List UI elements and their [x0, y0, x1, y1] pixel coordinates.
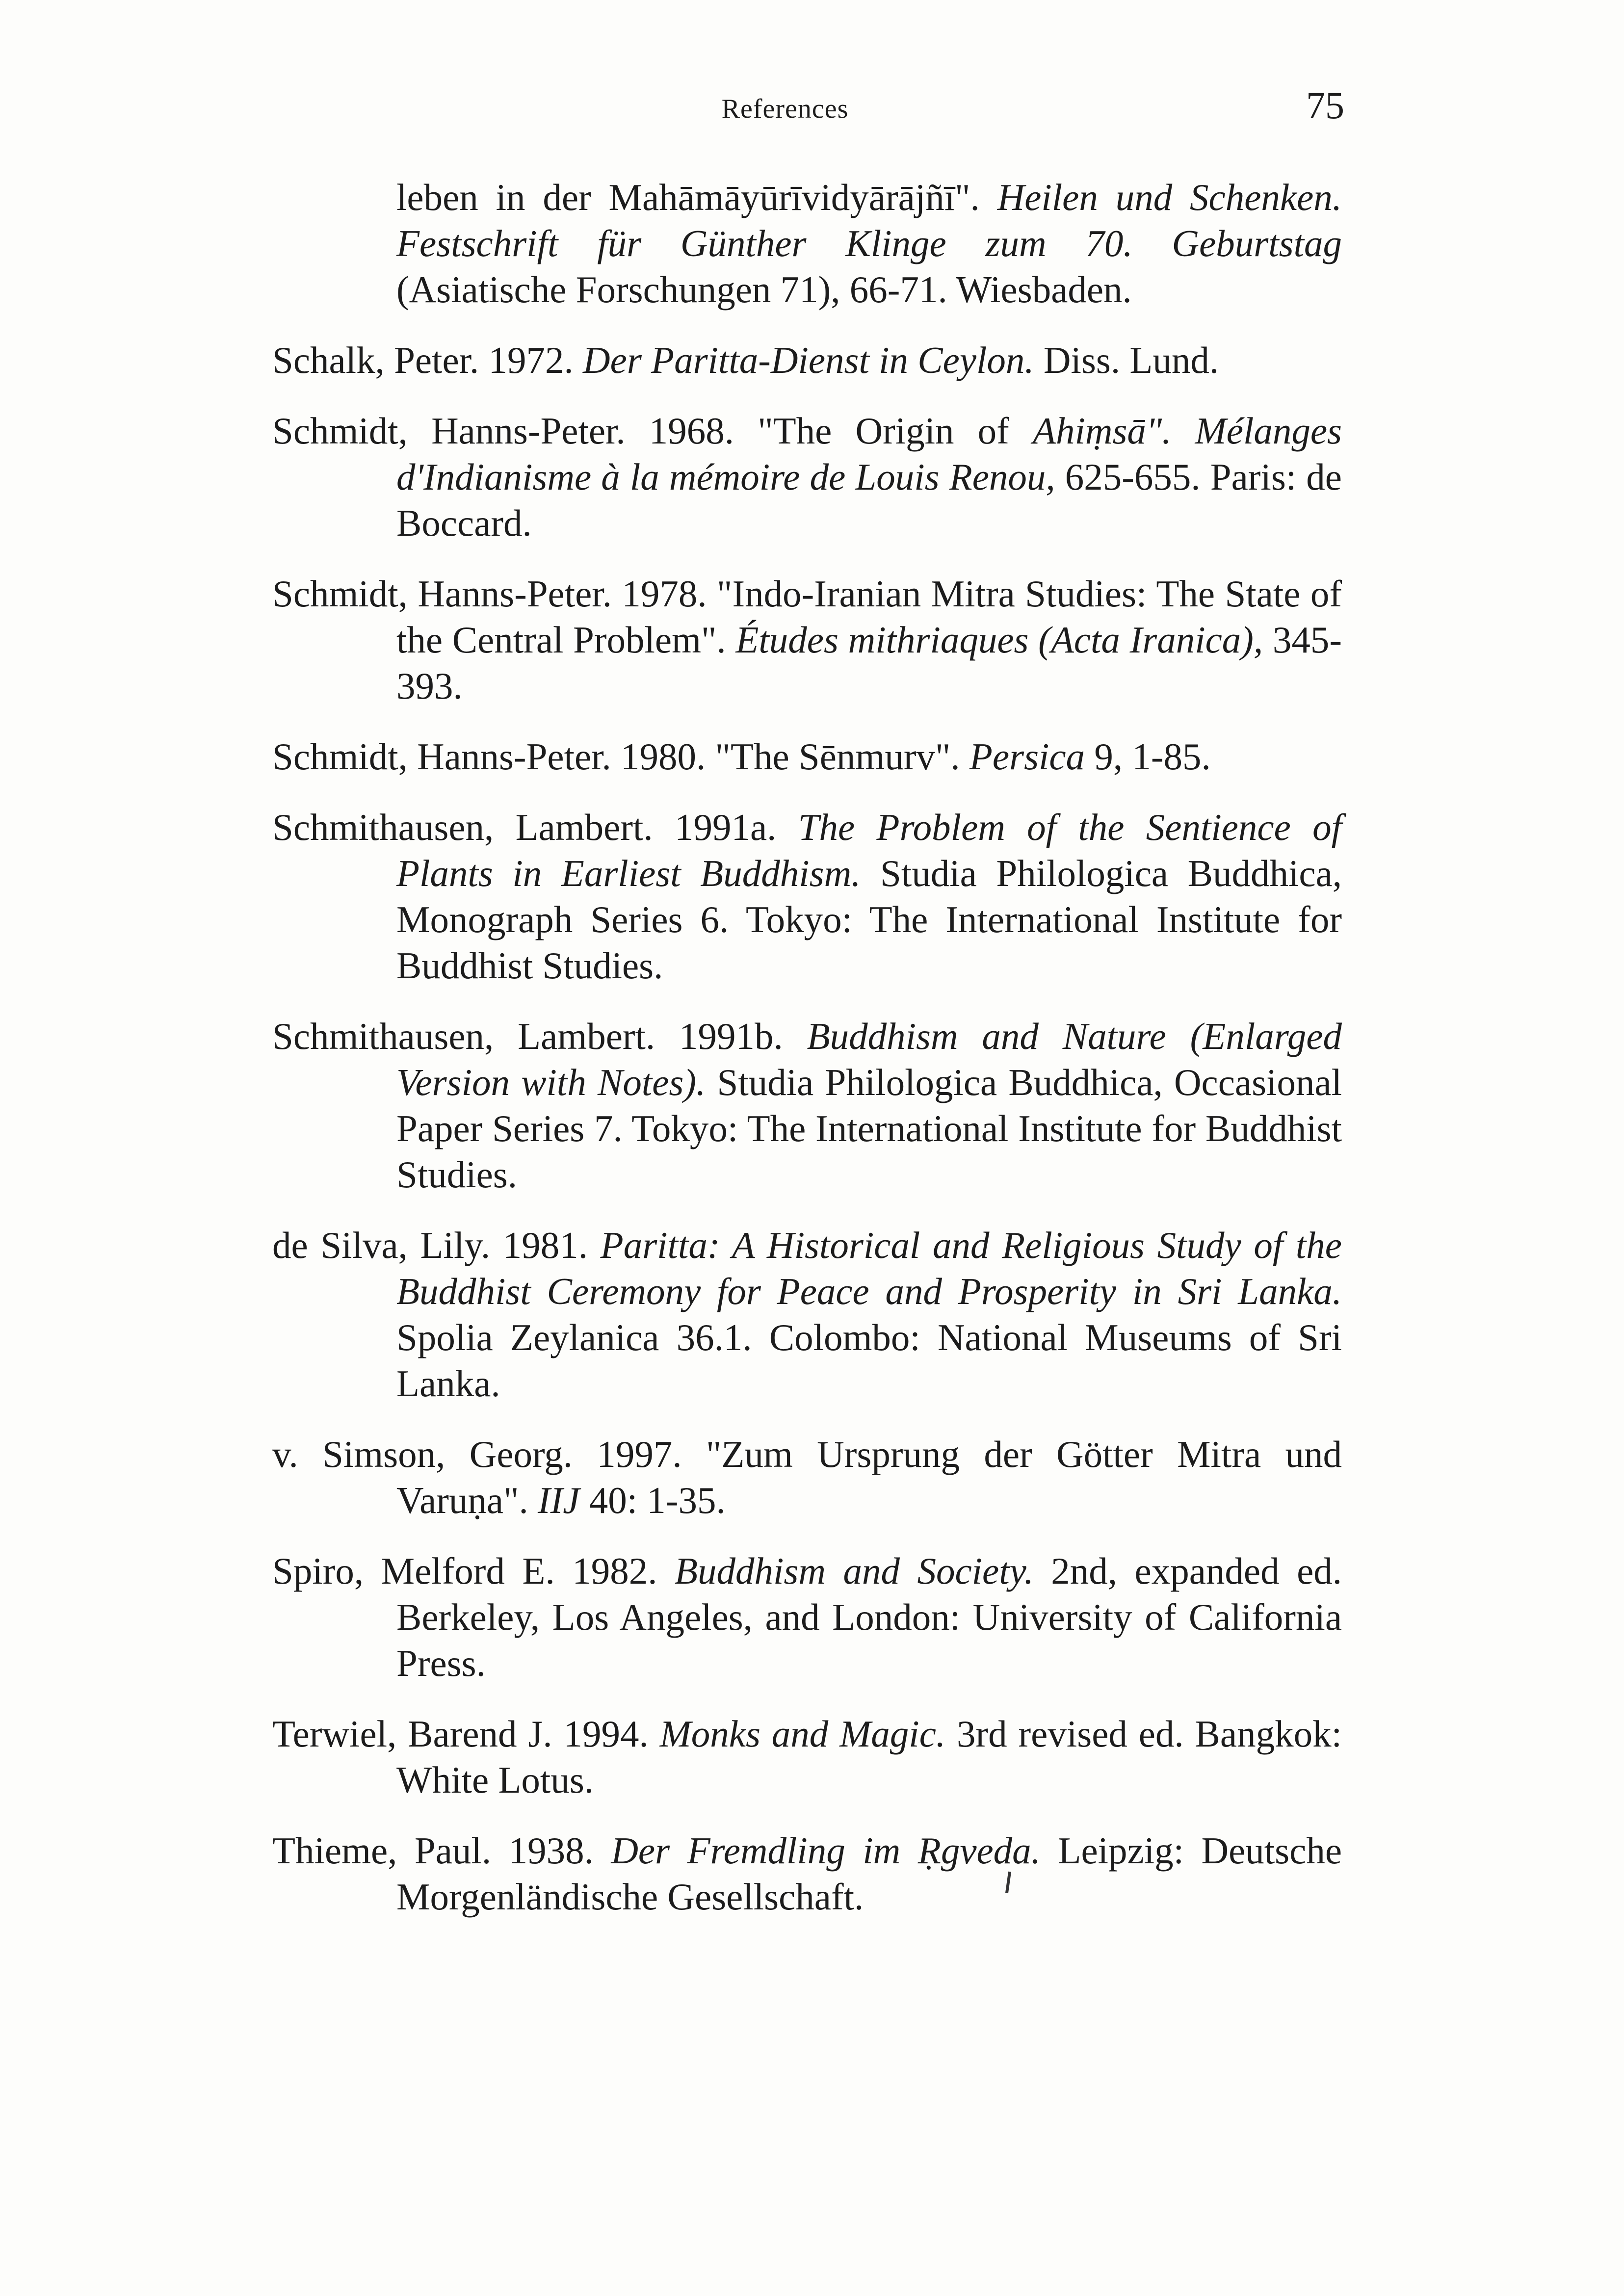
reference-title-italic: Monks and Magic.	[659, 1713, 946, 1755]
reference-text: de Silva, Lily. 1981.	[272, 1224, 601, 1266]
reference-entry	[272, 571, 1342, 709]
reference-text: 345-393.	[396, 619, 1342, 707]
reference-text: 40: 1-35.	[579, 1479, 726, 1521]
reference-text: Spiro, Melford E. 1982.	[272, 1550, 675, 1592]
reference-text: Schmidt, Hanns-Peter. 1968. "The Origin of	[272, 410, 1033, 452]
reference-title-italic: Buddhism and Society.	[674, 1550, 1034, 1592]
reference-title-italic: Ahiṃsā". Mélanges d'Indianisme à la mémoire de Louis Renou,	[396, 410, 1342, 498]
reference-entry	[272, 804, 1342, 989]
page-number: 75	[1306, 84, 1344, 127]
reference-title-italic: Der Paritta-Dienst in Ceylon.	[583, 339, 1034, 381]
reference-title-italic: Heilen und Schenken. Festschrift für Günther Klinge zum 70. Geburtstag	[396, 176, 1342, 264]
reference-text: Studia Philologica Buddhica, Occasional Paper Series 7. Tokyo: The International Institute for Buddhist Studies.	[396, 1061, 1342, 1196]
reference-entry	[272, 1827, 1342, 1920]
reference-list	[272, 174, 1342, 1944]
reference-title-italic: Buddhism and Nature (Enlarged Version with Notes).	[396, 1015, 1342, 1103]
reference-text: Terwiel, Barend J. 1994.	[272, 1713, 660, 1755]
reference-text: Thieme, Paul. 1938.	[272, 1829, 611, 1872]
reference-title-italic: Persica	[969, 735, 1085, 778]
reference-text: Schmidt, Hanns-Peter. 1978. "Indo-Iranian Mitra Studies: The State of the Central Problem".	[272, 573, 1342, 661]
reference-title-italic: The Problem of the Sentience of Plants in Earliest Buddhism.	[396, 806, 1342, 894]
reference-text: Schmithausen, Lambert. 1991b.	[272, 1015, 807, 1057]
reference-title-italic: Études mithriaques (Acta Iranica),	[735, 619, 1263, 661]
reference-text: Leipzig: Deutsche Morgenländische Gesellschaft.	[396, 1829, 1342, 1918]
reference-entry	[272, 1548, 1342, 1686]
reference-text: Spolia Zeylanica 36.1. Colombo: National Museums of Sri Lanka.	[396, 1316, 1342, 1405]
reference-entry	[272, 733, 1342, 780]
reference-text: Schalk, Peter. 1972.	[272, 339, 583, 381]
reference-text: Diss. Lund.	[1034, 339, 1219, 381]
reference-text: 2nd, expanded ed. Berkeley, Los Angeles, and London: University of California Press.	[396, 1550, 1342, 1684]
reference-text: v. Simson, Georg. 1997. "Zum Ursprung der Götter Mitra und Varuṇa".	[272, 1433, 1342, 1521]
reference-entry	[272, 408, 1342, 546]
reference-text: (Asiatische Forschungen 71), 66-71. Wiesbaden.	[396, 268, 1132, 311]
reference-entry	[272, 1013, 1342, 1198]
reference-entry	[272, 337, 1342, 383]
reference-entry	[272, 1711, 1342, 1803]
reference-entry	[272, 174, 1342, 313]
reference-title-italic: Der Fremdling im Ṛgveda.	[611, 1829, 1041, 1872]
reference-entry	[272, 1222, 1342, 1407]
reference-text: Studia Philologica Buddhica, Monograph Series 6. Tokyo: The International Institute for Buddhist Studies.	[396, 852, 1342, 987]
running-header-title: References	[721, 94, 849, 124]
reference-text: Schmidt, Hanns-Peter. 1980. "The Sēnmurv".	[272, 735, 969, 778]
reference-text: 3rd revised ed. Bangkok: White Lotus.	[396, 1713, 1342, 1801]
reference-text: leben in der Mahāmāyūrīvidyārājñī".	[396, 176, 997, 218]
reference-title-italic: IIJ	[538, 1479, 580, 1521]
reference-entry	[272, 1431, 1342, 1523]
reference-title-italic: Paritta: A Historical and Religious Study of the Buddhist Ceremony for Peace and Prosperity in Sri Lanka.	[396, 1224, 1342, 1312]
reference-text: 625-655. Paris: de Boccard.	[396, 456, 1342, 544]
reference-text: 9, 1-85.	[1085, 735, 1211, 778]
reference-text: Schmithausen, Lambert. 1991a.	[272, 806, 798, 848]
